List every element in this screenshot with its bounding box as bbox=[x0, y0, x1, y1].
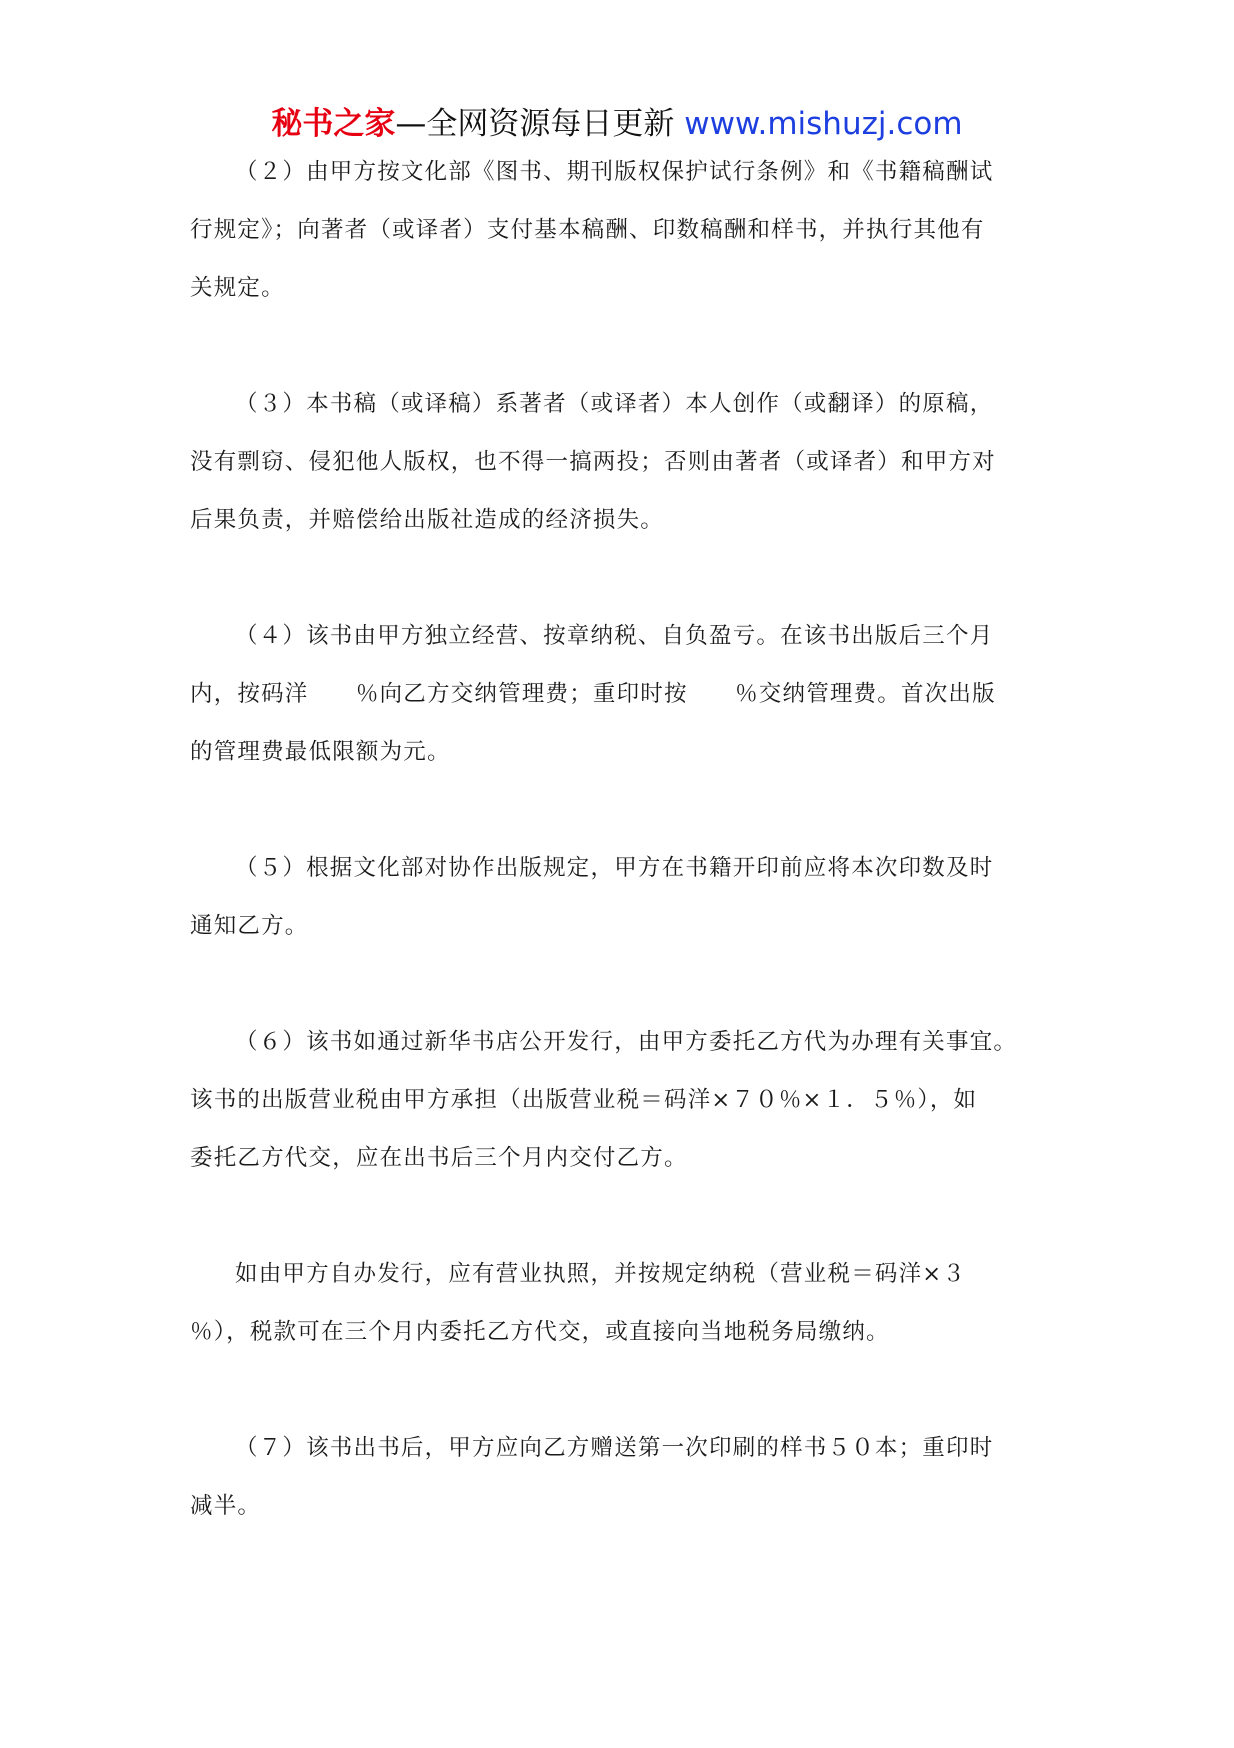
paragraph-clause-7 bbox=[190, 1419, 1060, 1535]
paragraph-clause-2 bbox=[190, 143, 1060, 317]
paragraph-line: 后果负责，并赔偿给出版社造成的经济损失。 bbox=[190, 507, 665, 533]
document-body bbox=[190, 143, 1060, 1535]
paragraph-line: 该书的出版营业税由甲方承担（出版营业税＝码洋×７０％×１．５％），如 bbox=[190, 1087, 978, 1113]
paragraph-line: ％），税款可在三个月内委托乙方代交，或直接向当地税务局缴纳。 bbox=[190, 1319, 890, 1345]
paragraph-clause-4 bbox=[190, 607, 1060, 781]
paragraph-line: 的管理费最低限额为元。 bbox=[190, 739, 451, 765]
paragraph-self-distribution bbox=[190, 1245, 1060, 1361]
paragraph-line: 行规定》；向著者（或译者）支付基本稿酬、印数稿酬和样书，并执行其他有 bbox=[190, 217, 985, 243]
header-slogan: —全网资源每日更新 bbox=[395, 106, 675, 142]
paragraph-line: （３）本书稿（或译稿）系著者（或译者）本人创作（或翻译）的原稿， bbox=[235, 391, 994, 417]
paragraph-line: 如由甲方自办发行，应有营业执照，并按规定纳税（营业税＝码洋×３ bbox=[235, 1261, 967, 1287]
header-brand: 秘书之家 bbox=[271, 106, 396, 142]
paragraph-line: （７）该书出书后，甲方应向乙方赠送第一次印刷的样书５０本；重印时 bbox=[235, 1435, 994, 1461]
paragraph-line: （５）根据文化部对协作出版规定，甲方在书籍开印前应将本次印数及时 bbox=[235, 855, 994, 881]
paragraph-line: 没有剽窃、侵犯他人版权，也不得一搞两投；否则由著者（或译者）和甲方对 bbox=[190, 449, 996, 475]
paragraph-line: （６）该书如通过新华书店公开发行，由甲方委托乙方代为办理有关事宜。 bbox=[235, 1029, 1018, 1055]
paragraph-line: 通知乙方。 bbox=[190, 913, 309, 939]
paragraph-clause-5 bbox=[190, 839, 1060, 955]
paragraph-line: （４）该书由甲方独立经营、按章纳税、自负盈亏。在该书出版后三个月 bbox=[235, 623, 994, 649]
watermark-header bbox=[0, 104, 1234, 144]
header-url: www.mishuzj.com bbox=[674, 106, 963, 142]
paragraph-line: 减半。 bbox=[190, 1493, 262, 1519]
paragraph-line: 内，按码洋 ％向乙方交纳管理费；重印时按 ％交纳管理费。首次出版 bbox=[190, 681, 996, 707]
paragraph-line: 关规定。 bbox=[190, 275, 285, 301]
paragraph-clause-3 bbox=[190, 375, 1060, 549]
paragraph-line: 委托乙方代交，应在出书后三个月内交付乙方。 bbox=[190, 1145, 688, 1171]
paragraph-clause-6 bbox=[190, 1013, 1060, 1187]
paragraph-line: （２）由甲方按文化部《图书、期刊版权保护试行条例》和《书籍稿酬试 bbox=[235, 159, 994, 185]
